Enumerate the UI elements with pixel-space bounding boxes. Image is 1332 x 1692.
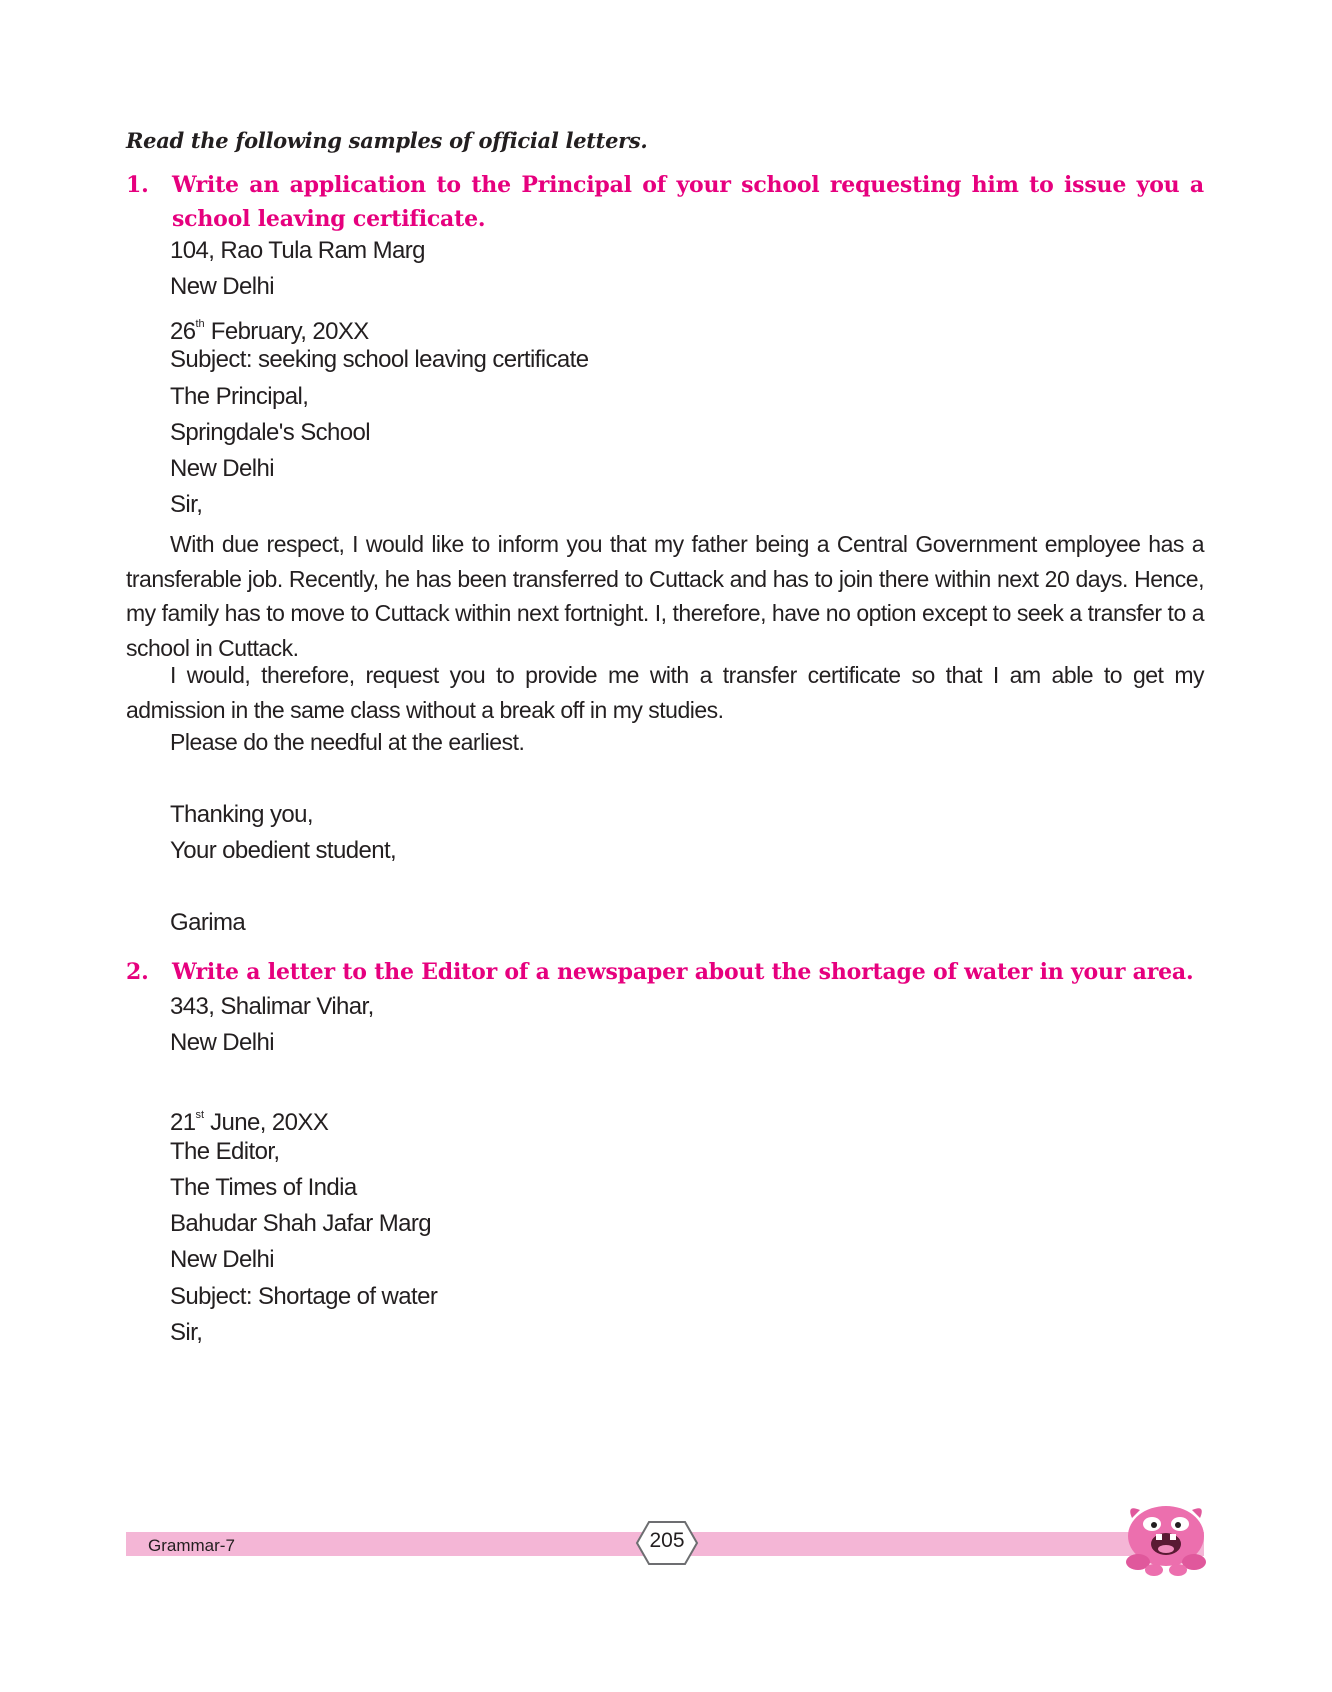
letter2-subject: Subject: Shortage of water — [170, 1283, 438, 1310]
letter2-recipient-line3: Bahudar Shah Jafar Marg — [170, 1210, 432, 1237]
letter2-date — [170, 1100, 328, 1138]
question-2-number: 2. — [126, 959, 149, 985]
letter2-recipient-line1: The Editor, — [170, 1138, 280, 1165]
letter2-salutation: Sir, — [170, 1319, 203, 1346]
letter1-paragraph-2: I would, therefore, request you to provide me with a transfer certificate so that I am able to get my admission in the same class without a break off in my studies. — [126, 662, 1204, 723]
question-1-number: 1. — [126, 172, 149, 198]
letter2-recipient-line2: The Times of India — [170, 1174, 357, 1201]
letter1-closing-line2: Your obedient student, — [170, 837, 397, 864]
question-1-heading — [126, 168, 1204, 236]
letter2-date-suffix: st — [195, 1109, 205, 1121]
letter1-paragraph-3: Please do the needful at the earliest. — [170, 729, 525, 755]
letter1-salutation: Sir, — [170, 491, 203, 518]
letter1-date-rest: February, 20XX — [204, 318, 369, 345]
page-number: 205 — [649, 1529, 685, 1552]
question-2-text: Write a letter to the Editor of a newspaper about the shortage of water in your area. — [172, 959, 1194, 985]
section-intro: Read the following samples of official letters. — [126, 128, 648, 153]
letter1-paragraph-1: With due respect, I would like to inform you that my father being a Central Government employee has a transferable job. Recently, he has been transferred to Cuttack and has to join there within next 20 days. Hence, my family has to move to Cuttack within next fortnight. I, therefore, have no option except to seek a transfer to a school in Cuttack. — [126, 531, 1204, 661]
letter1-recipient-line2: Springdale's School — [170, 419, 370, 446]
letter1-recipient-line1: The Principal, — [170, 383, 309, 410]
letter1-subject: Subject: seeking school leaving certificate — [170, 346, 589, 373]
letter2-date-rest: June, 20XX — [204, 1109, 329, 1136]
letter1-recipient-line3: New Delhi — [170, 455, 274, 482]
footer-book-title: Grammar-7 — [148, 1536, 235, 1555]
letter1-date — [170, 309, 369, 347]
question-1-text: Write an application to the Principal of your school requesting him to issue you a school leaving certificate. — [172, 172, 1204, 232]
letter1-address-line2: New Delhi — [170, 273, 274, 300]
letter2-date-day: 21 — [170, 1109, 196, 1136]
letter1-date-suffix: th — [195, 318, 205, 330]
letter1-address-line1: 104, Rao Tula Ram Marg — [170, 237, 425, 264]
letter1-closing-line1: Thanking you, — [170, 801, 313, 828]
pink-monster-mascot-icon — [1118, 1496, 1214, 1580]
letter1-date-day: 26 — [170, 318, 196, 345]
letter2-address-line1: 343, Shalimar Vihar, — [170, 993, 374, 1020]
letter2-recipient-line4: New Delhi — [170, 1246, 274, 1273]
letter2-address-line2: New Delhi — [170, 1029, 274, 1056]
letter1-signature-name: Garima — [170, 909, 246, 936]
question-2-heading — [126, 955, 1204, 989]
